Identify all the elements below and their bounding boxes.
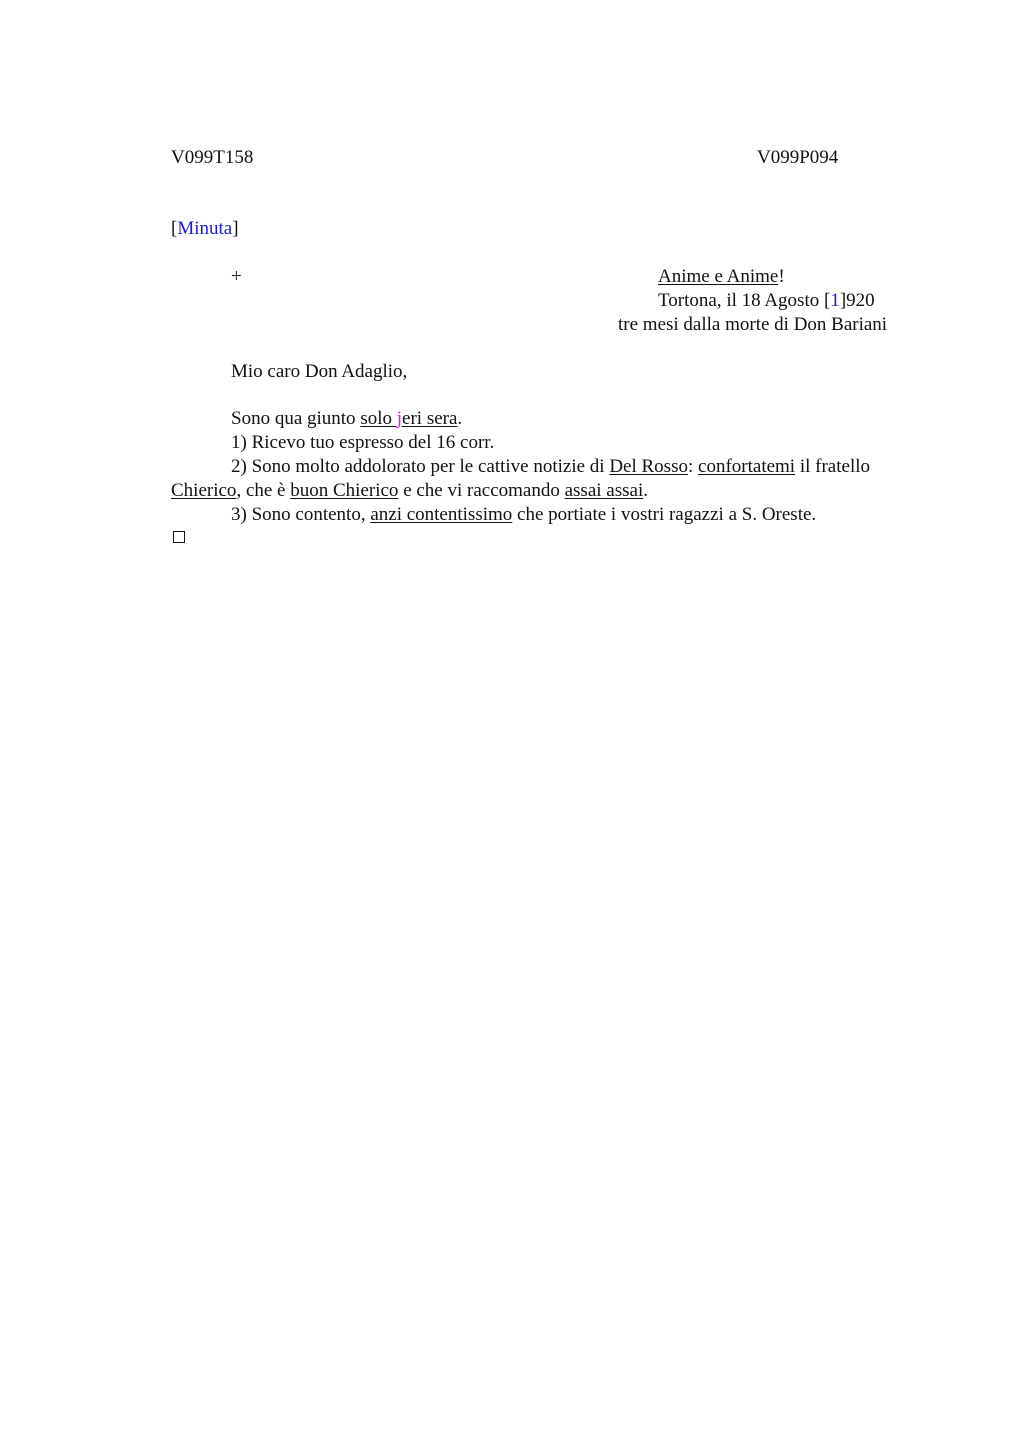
p1-correction-letter: j bbox=[396, 408, 403, 429]
document-code-right: V099P094 bbox=[757, 147, 839, 168]
p3-underlined-assai-assai: assai assai bbox=[564, 480, 644, 501]
p3-underlined-confortatemi: confortatemi bbox=[698, 456, 796, 477]
body-paragraph-3-line-1 bbox=[231, 455, 870, 479]
salutation: Mio caro Don Adaglio, bbox=[231, 361, 408, 382]
p3-line2-mid-1: , che è bbox=[236, 480, 291, 501]
p4-suffix: che portiate i vostri ragazzi a S. Oreste. bbox=[512, 504, 817, 525]
p1-suffix: . bbox=[457, 408, 463, 429]
p3-line2-suffix: . bbox=[643, 480, 648, 501]
minuta-text: Minuta bbox=[177, 218, 233, 239]
p1-underlined-1: solo bbox=[360, 408, 397, 429]
motto-tail: ! bbox=[778, 266, 785, 287]
motto bbox=[658, 265, 785, 289]
date-subtitle: tre mesi dalla morte di Don Bariani bbox=[618, 314, 888, 335]
p3-line2-mid-2: e che vi raccomando bbox=[398, 480, 565, 501]
year-bracket-open: [ bbox=[823, 290, 831, 311]
cross-mark: + bbox=[231, 266, 242, 287]
p3-underlined-buon-chierico: buon Chierico bbox=[290, 480, 399, 501]
place-date-prefix: Tortona, il 18 Agosto bbox=[658, 290, 824, 311]
p4-prefix: 3) Sono contento, bbox=[231, 504, 371, 525]
end-box-icon bbox=[173, 531, 185, 543]
document-code-left: V099T158 bbox=[171, 147, 254, 168]
motto-underlined: Anime e Anime bbox=[658, 266, 779, 287]
p3-mid-1: : bbox=[687, 456, 699, 477]
year-restored-digit: 1 bbox=[830, 290, 840, 311]
p1-underlined-2: eri sera bbox=[402, 408, 458, 429]
p1-prefix: Sono qua giunto bbox=[231, 408, 361, 429]
minuta-label bbox=[171, 217, 239, 241]
p3-underlined-del-rosso: Del Rosso bbox=[609, 456, 688, 477]
p3-prefix: 2) Sono molto addolorato per le cattive notizie di bbox=[231, 456, 610, 477]
body-paragraph-3-line-2 bbox=[171, 479, 648, 503]
place-date bbox=[658, 289, 875, 313]
p3-mid-2: il fratello bbox=[795, 456, 871, 477]
p4-underlined-anzi-contentissimo: anzi contentissimo bbox=[370, 504, 513, 525]
bracket-open: [ bbox=[171, 218, 178, 239]
body-paragraph-2: 1) Ricevo tuo espresso del 16 corr. bbox=[231, 432, 495, 453]
body-paragraph-4 bbox=[231, 503, 816, 527]
year-bracket-close: ] bbox=[839, 290, 847, 311]
year-rest: 920 bbox=[846, 290, 875, 311]
bracket-close: ] bbox=[232, 218, 239, 239]
body-paragraph-1 bbox=[231, 407, 462, 431]
p3-underlined-chierico: Chierico bbox=[171, 480, 237, 501]
